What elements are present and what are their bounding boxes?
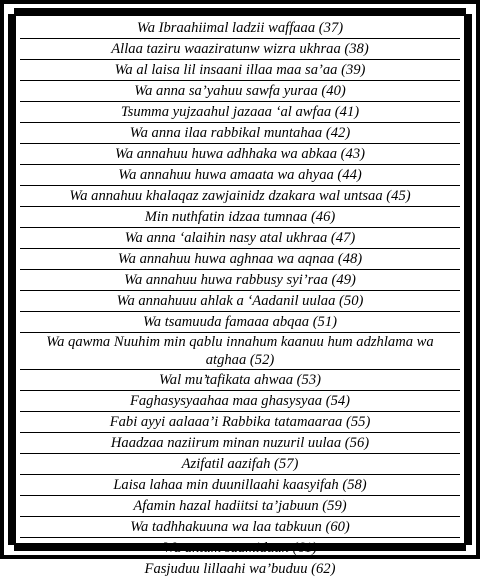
verse-line: Wa annahuu khalaqaz zawjainidz dzakara wal untsaa (45) xyxy=(20,186,460,207)
verse-list xyxy=(20,18,460,579)
verse-line: Laisa lahaa min duunillaahi kaasyifah (58) xyxy=(20,475,460,496)
verse-line: Wa annahuu huwa aghnaa wa aqnaa (48) xyxy=(20,249,460,270)
verse-line: Wa anna ‘alaihin nasy atal ukhraa (47) xyxy=(20,228,460,249)
corner-ornament xyxy=(4,545,14,555)
verse-line: Afamin hazal hadiitsi ta’jabuun (59) xyxy=(20,496,460,517)
verse-line: Wa antum saamiduun (61) xyxy=(20,538,460,559)
verse-line: Wa anna sa’yahuu sawfa yuraa (40) xyxy=(20,81,460,102)
verse-line: Fasjuduu lillaahi wa’buduu (62) xyxy=(144,561,336,577)
verse-line: Wa tadhhakuuna wa laa tabkuun (60) xyxy=(20,517,460,538)
verse-line: Wa qawma Nuuhim min qablu innahum kaanuu hum adzhlama wa atghaa (52) xyxy=(20,333,460,370)
verse-line: Faghasysyaahaa maa ghasysyaa (54) xyxy=(20,391,460,412)
verse-line: Haadzaa naziirum minan nuzuril uulaa (56) xyxy=(20,433,460,454)
verse-line: Wa al laisa lil insaani illaa maa sa’aa (39) xyxy=(20,60,460,81)
verse-line: Wa annahuu huwa rabbusy syi’raa (49) xyxy=(20,270,460,291)
verse-line: Tsumma yujzaahul jazaaa ‘al awfaa (41) xyxy=(20,102,460,123)
verse-line: Allaa taziru waaziratunw wizra ukhraa (38) xyxy=(20,39,460,60)
verse-line: Wa annahuuu ahlak a ‘Aadanil uulaa (50) xyxy=(20,291,460,312)
corner-ornament xyxy=(466,545,476,555)
verse-line: Wa anna ilaa rabbikal muntahaa (42) xyxy=(20,123,460,144)
verse-line: Fabi ayyi aalaaa’i Rabbika tatamaaraa (55) xyxy=(20,412,460,433)
verse-line: Wa annahuu huwa amaata wa ahyaa (44) xyxy=(20,165,460,186)
verse-line: Azifatil aazifah (57) xyxy=(20,454,460,475)
corner-ornament xyxy=(466,4,476,14)
verse-line: Wa tsamuuda famaaa abqaa (51) xyxy=(20,312,460,333)
verse-line: Wal mu’tafikata ahwaa (53) xyxy=(20,370,460,391)
corner-ornament xyxy=(4,4,14,14)
verse-line: Min nuthfatin idzaa tumnaa (46) xyxy=(20,207,460,228)
verse-line: Wa annahuu huwa adhhaka wa abkaa (43) xyxy=(20,144,460,165)
verse-line: Wa Ibraahiimal ladzii waffaaa (37) xyxy=(20,18,460,39)
